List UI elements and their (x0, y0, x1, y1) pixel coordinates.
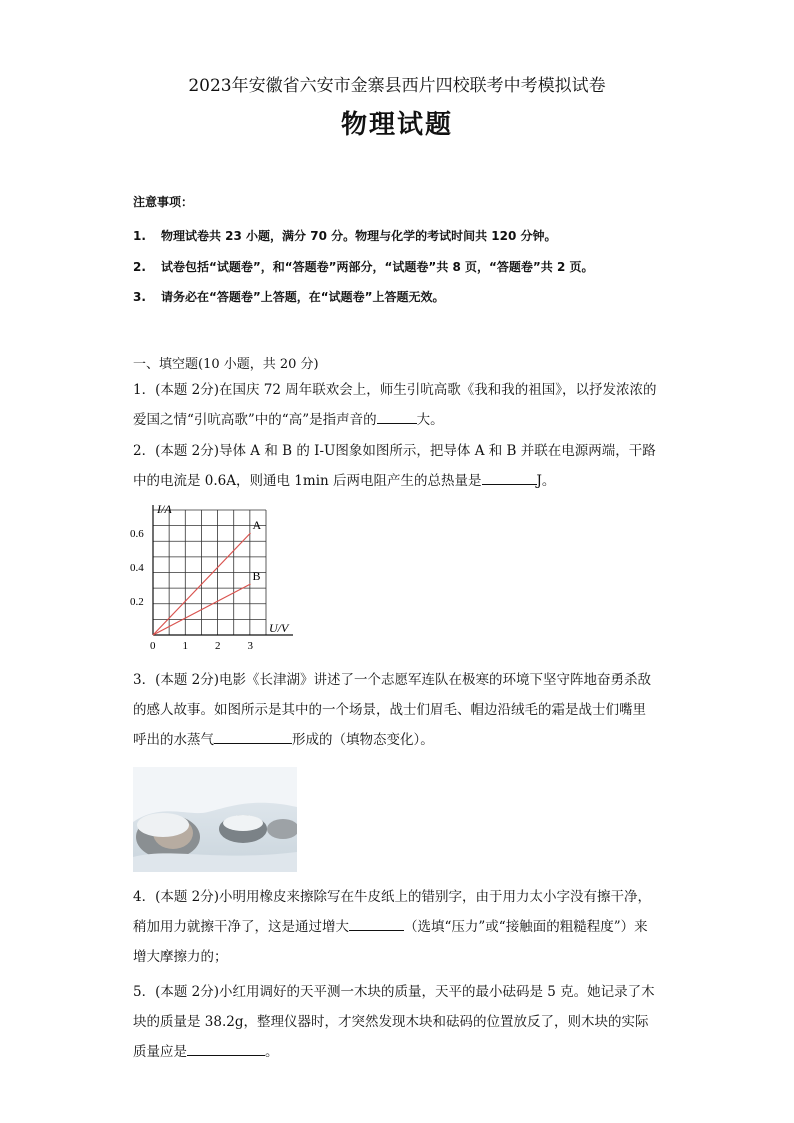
question-line (133, 466, 663, 496)
question-text: 形成的（填物态变化）。 (292, 732, 434, 748)
question-text: J。 (536, 473, 556, 489)
series-label-A: A (252, 518, 262, 532)
question-line: 3．(本题 2分)电影《长津湖》讲述了一个志愿军连队在极寒的环境下坚守阵地奋勇杀敌 (133, 672, 652, 688)
x-tick-label: 1 (182, 640, 188, 652)
y-tick-label: 0.4 (130, 562, 144, 574)
x-tick-label: 2 (215, 640, 221, 652)
question-1 (133, 375, 663, 435)
question-text: 中的电流是 0.6A，则通电 1min 后两电阻产生的总热量是 (133, 473, 482, 489)
answer-blank[interactable] (187, 1041, 265, 1056)
winter-soldiers-photo (133, 767, 297, 872)
ticks (130, 528, 254, 652)
notice-text: 试卷包括“试题卷”，和“答题卷”两部分，“试题卷”共 8 页，“答题卷”共 2 页。 (161, 260, 594, 274)
answer-blank[interactable] (482, 470, 537, 485)
question-line (133, 405, 663, 435)
question-3 (133, 665, 663, 755)
question-4 (133, 882, 663, 972)
question-5 (133, 977, 663, 1067)
answer-blank[interactable] (377, 409, 417, 424)
x-axis-label: U/V (269, 621, 289, 635)
question-line (133, 725, 663, 755)
question-text: 。 (265, 1044, 279, 1060)
question-line: 1．(本题 2分)在国庆 72 周年联欢会上，师生引吭高歌《我和我的祖国》，以抒发浓浓的 (133, 382, 657, 398)
question-text: 质量应是 (133, 1044, 187, 1060)
notice-heading: 注意事项： (133, 195, 194, 209)
question-text: 大。 (416, 412, 444, 428)
question-text: 爱国之情“引吭高歌”中的“高”是指声音的 (133, 412, 377, 428)
question-2 (133, 436, 663, 496)
question-line (133, 1037, 663, 1067)
question-text: （选填“压力”或“接触面的粗糙程度”）来 (404, 919, 648, 935)
y-tick-label: 0.6 (130, 528, 144, 540)
question-line: 4．(本题 2分)小明用橡皮来擦除写在牛皮纸上的错别字，由于用力太小字没有擦干净， (133, 889, 652, 905)
question-line: 2．(本题 2分)导体 A 和 B 的 I-U图象如图所示，把导体 A 和 B 并联在电源两端，干路 (133, 443, 656, 459)
question-line: 的感人故事。如图所示是其中的一个场景，战士们眉毛、帽边沿绒毛的霜是战士们嘴里 (133, 702, 646, 718)
iu-graph (128, 500, 298, 652)
series-label-B: B (252, 569, 261, 583)
question-text: 呼出的水蒸气 (133, 732, 214, 748)
question-text: 稍加用力就擦干净了，这是通过增大 (133, 919, 349, 935)
section-heading: 一、填空题(10 小题，共 20 分) (133, 357, 319, 372)
axes (153, 502, 293, 635)
answer-blank[interactable] (349, 916, 404, 931)
question-line: 5．(本题 2分)小红用调好的天平测一木块的质量，天平的最小砝码是 5 克。她记录了木 (133, 984, 655, 1000)
x-tick-label: 3 (247, 640, 253, 652)
question-line (133, 912, 663, 942)
y-axis-label: I/A (157, 502, 172, 516)
exam-title: 2023年安徽省六安市金寨县西片四校联考中考模拟试卷 (188, 76, 606, 96)
question-line: 块的质量是 38.2g，整理仪器时，才突然发现木块和砝码的位置放反了，则木块的实际 (133, 1014, 649, 1030)
notice-item (133, 288, 445, 305)
y-tick-label: 0.2 (130, 596, 144, 608)
notice-item (133, 258, 594, 275)
x-tick-label: 0 (150, 640, 156, 652)
notice-text: 物理试卷共 23 小题，满分 70 分。物理与化学的考试时间共 120 分钟。 (161, 229, 557, 243)
question-line: 增大摩擦力的； (133, 949, 228, 965)
subject-title: 物理试题 (340, 110, 453, 140)
notice-item (133, 227, 557, 244)
notice-num: 2. (133, 260, 146, 274)
notice-num: 3. (133, 290, 146, 304)
notice-num: 1. (133, 229, 146, 243)
notice-text: 请务必在“答题卷”上答题，在“试题卷”上答题无效。 (161, 290, 445, 304)
answer-blank[interactable] (214, 729, 292, 744)
grid (153, 510, 266, 635)
photo-illustration (133, 767, 297, 872)
